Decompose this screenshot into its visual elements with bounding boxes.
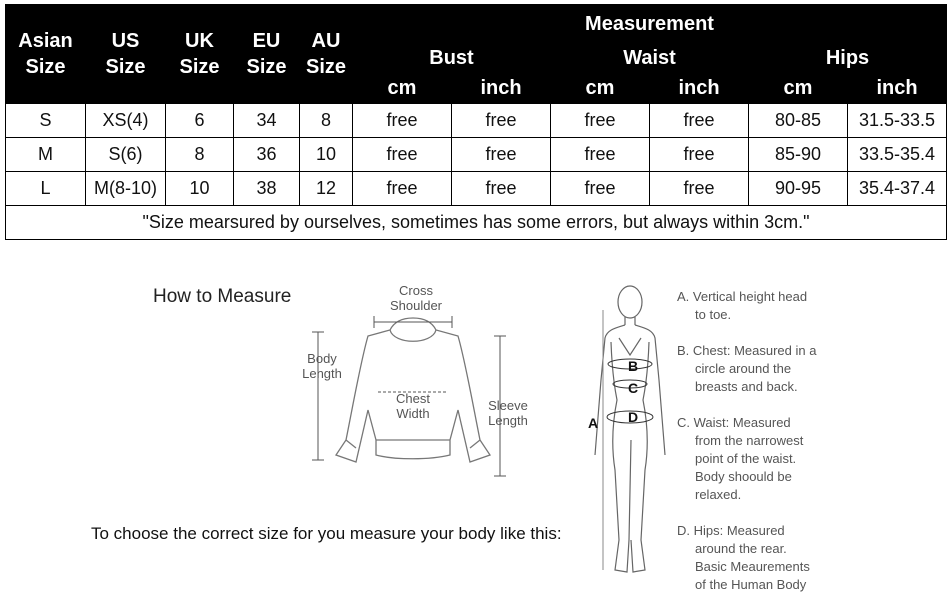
table-cell: 85-90 [749, 138, 848, 172]
body-figure [585, 280, 675, 580]
table-cell: free [353, 138, 452, 172]
header-waist: Waist [551, 44, 749, 74]
header-unit: inch [452, 74, 551, 104]
table-cell: free [551, 172, 650, 206]
how-to-measure-title: How to Measure [153, 286, 292, 307]
body-marker-c: C [628, 380, 639, 396]
table-cell: free [452, 172, 551, 206]
table-cell: 80-85 [749, 104, 848, 138]
table-cell: free [650, 138, 749, 172]
header-uk-size: UK Size [166, 5, 234, 104]
body-marker-a: A [588, 415, 599, 431]
table-cell: XS(4) [86, 104, 166, 138]
body-length-label: Body Length [302, 351, 342, 381]
table-cell: 36 [234, 138, 300, 172]
header-unit: cm [353, 74, 452, 104]
header-eu-size: EU Size [234, 5, 300, 104]
table-cell: 8 [166, 138, 234, 172]
header-hips: Hips [749, 44, 947, 74]
legend-c: C. Waist: Measured from the narrowest point of the waist. Body shoould be relaxed. [677, 415, 804, 502]
table-cell: M [6, 138, 86, 172]
table-cell: free [650, 104, 749, 138]
chest-width-label: Chest Width [396, 391, 430, 421]
header-unit: cm [749, 74, 848, 104]
legend-a: A. Vertical height head to toe. [677, 289, 808, 322]
table-cell: 34 [234, 104, 300, 138]
table-cell: 31.5-33.5 [848, 104, 947, 138]
table-cell: S(6) [86, 138, 166, 172]
table-cell: free [353, 104, 452, 138]
choose-size-instruction: To choose the correct size for you measure your body like this: [91, 524, 562, 543]
header-measurement: Measurement [353, 5, 947, 44]
header-bust: Bust [353, 44, 551, 74]
header-unit: inch [848, 74, 947, 104]
header-unit: inch [650, 74, 749, 104]
table-cell: S [6, 104, 86, 138]
table-cell: 10 [166, 172, 234, 206]
table-cell: M(8-10) [86, 172, 166, 206]
table-row [6, 104, 947, 138]
legend-d: D. Hips: Measured around the rear. Basic Meaurements of the Human Body [677, 523, 810, 592]
table-cell: L [6, 172, 86, 206]
header-unit: cm [551, 74, 650, 104]
body-marker-b: B [628, 358, 639, 374]
body-marker-d: D [628, 409, 639, 425]
legend-b: B. Chest: Measured in a circle around the breasts and back. [677, 343, 817, 394]
table-cell: 38 [234, 172, 300, 206]
table-cell: 8 [300, 104, 353, 138]
table-cell: free [353, 172, 452, 206]
table-cell: free [551, 104, 650, 138]
table-cell: 90-95 [749, 172, 848, 206]
table-row [6, 172, 947, 206]
table-cell: 33.5-35.4 [848, 138, 947, 172]
table-cell: free [650, 172, 749, 206]
header-us-size: US Size [86, 5, 166, 104]
table-row [6, 138, 947, 172]
table-cell: free [551, 138, 650, 172]
table-body [6, 104, 947, 240]
header-asian-size: Asian Size [6, 5, 86, 104]
table-cell: free [452, 138, 551, 172]
table-cell: 35.4-37.4 [848, 172, 947, 206]
sleeve-length-label: Sleeve Length [488, 398, 528, 428]
table-note: "Size mearsured by ourselves, sometimes has some errors, but always within 3cm." [6, 206, 947, 240]
header-au-size: AU Size [300, 5, 353, 104]
size-chart-table [5, 4, 947, 240]
table-cell: 6 [166, 104, 234, 138]
table-cell: 12 [300, 172, 353, 206]
table-cell: free [452, 104, 551, 138]
table-cell: 10 [300, 138, 353, 172]
cross-shoulder-label: Cross Shoulder [389, 283, 443, 313]
